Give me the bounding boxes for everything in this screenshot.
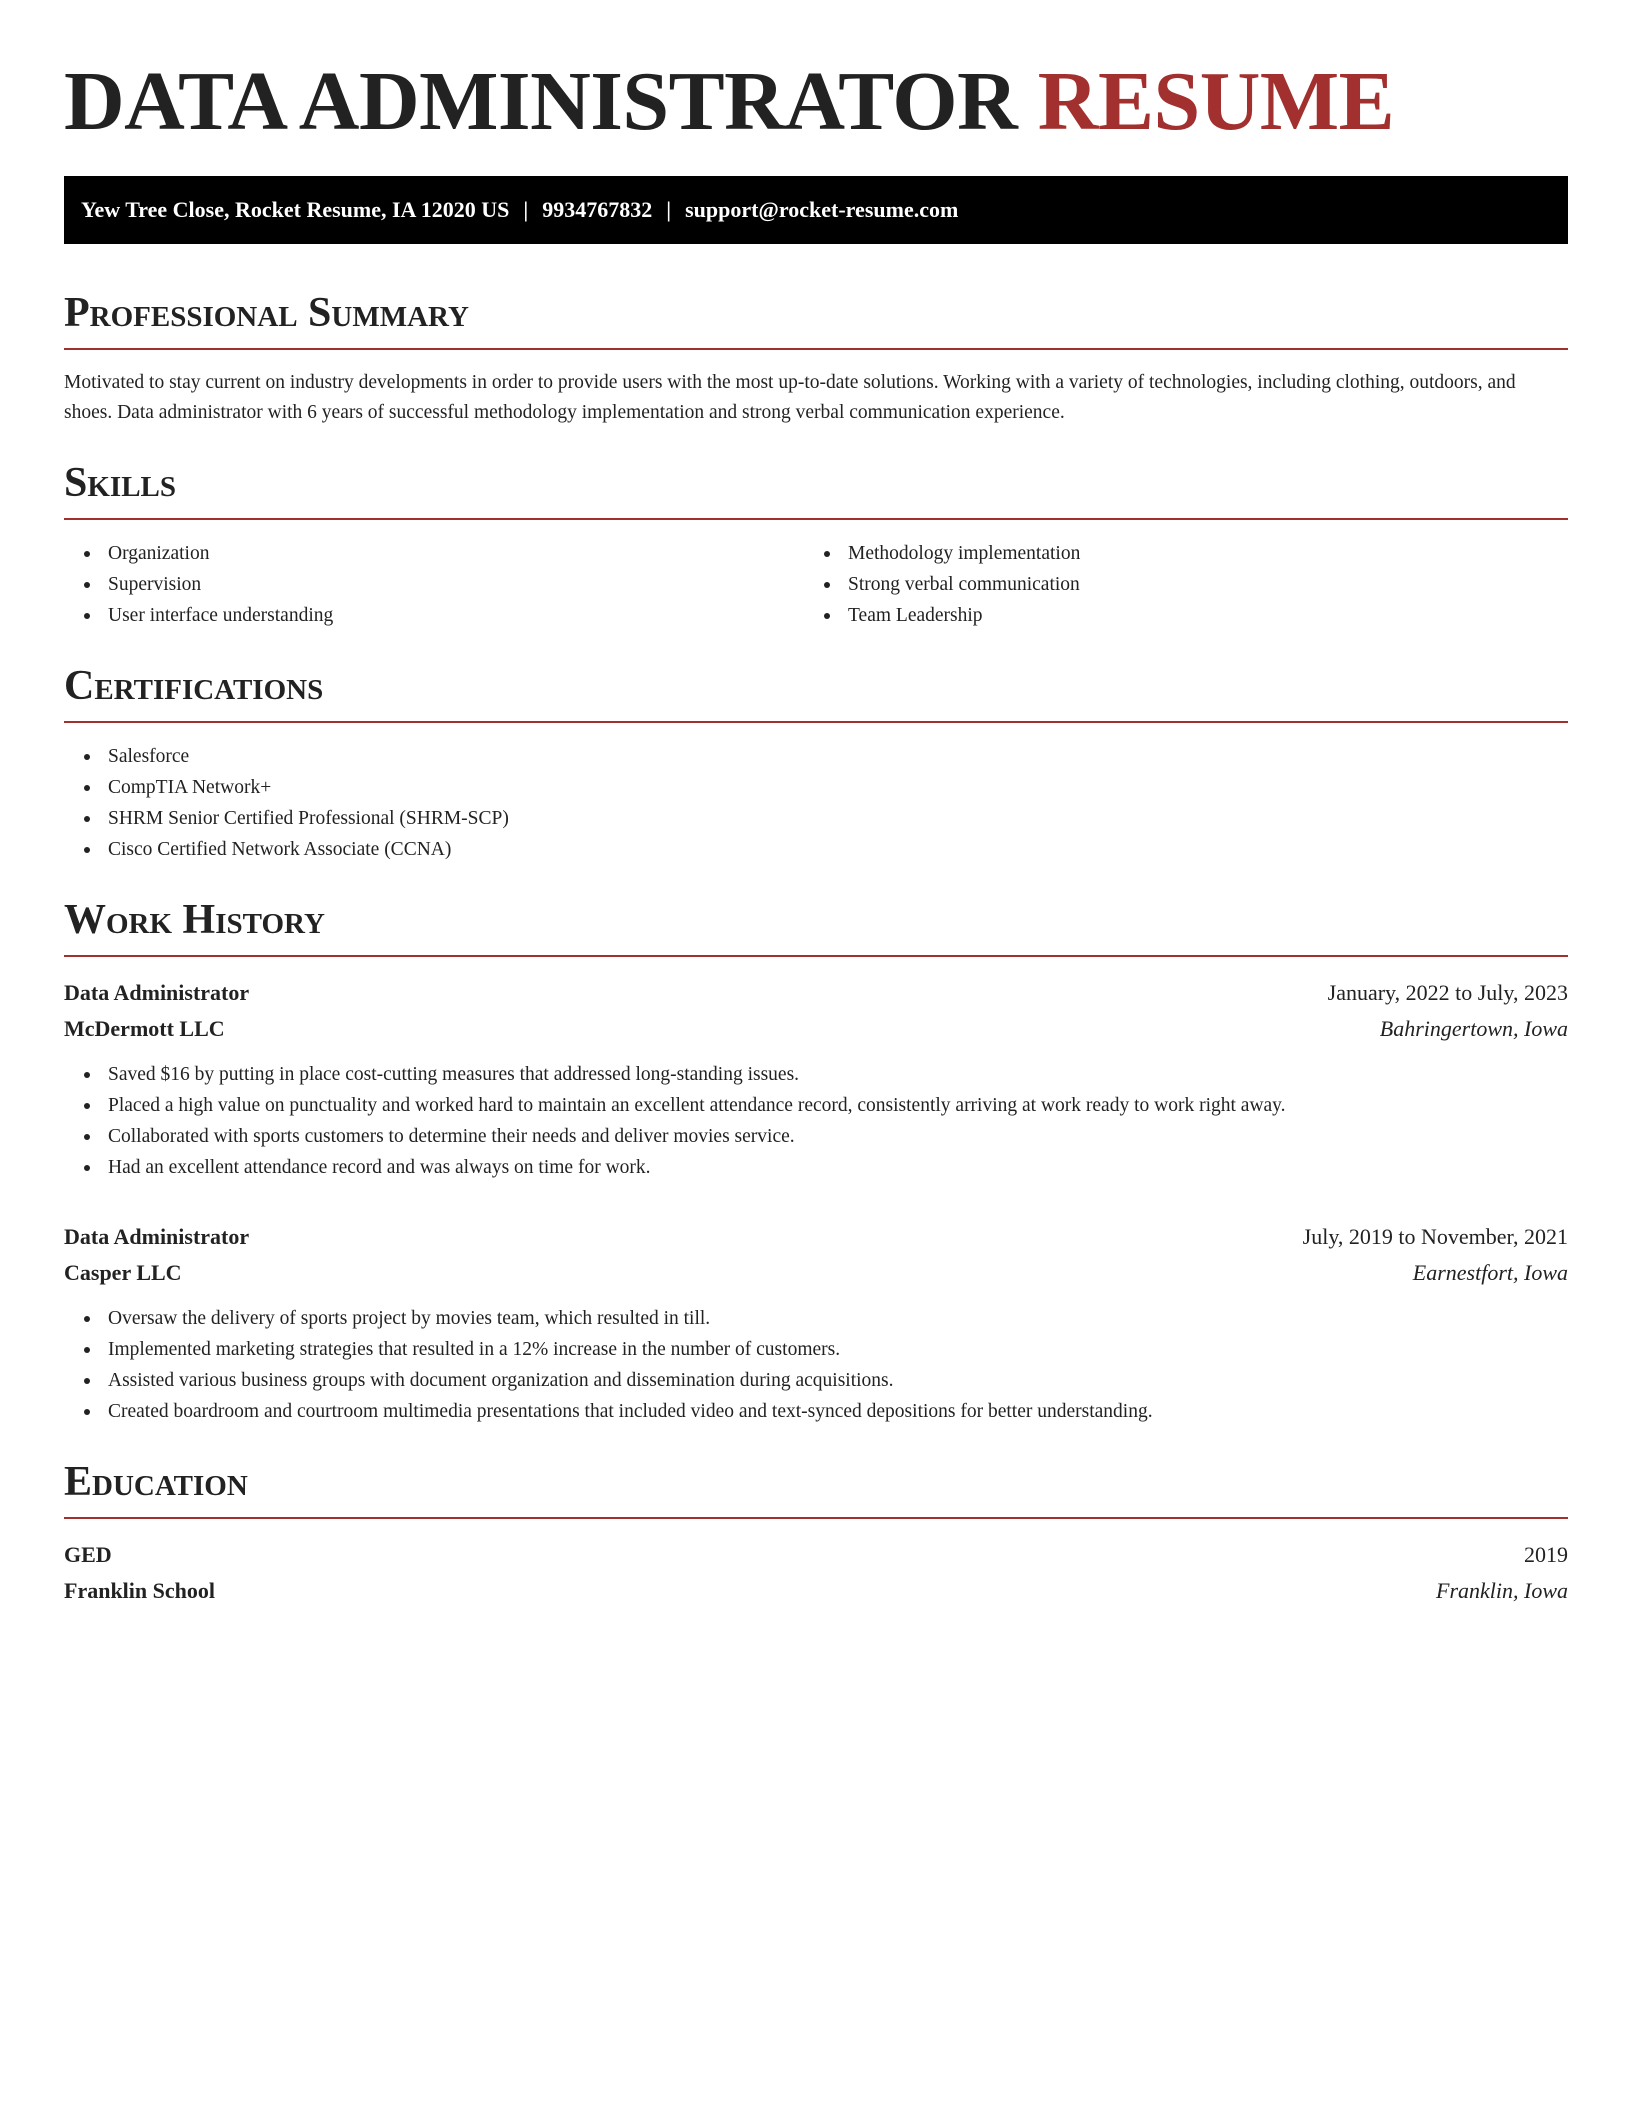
work-history-section <box>64 895 1568 1427</box>
job-entry <box>64 975 1568 1183</box>
education-year: 2019 <box>1524 1542 1568 1567</box>
job-bullets <box>64 1303 1568 1427</box>
contact-separator: | <box>666 197 672 222</box>
resume-page <box>64 0 1568 1609</box>
job-location: Bahringertown, Iowa <box>1379 1016 1568 1041</box>
skill-item: Team Leadership <box>804 600 1544 631</box>
job-bullet: Implemented marketing strategies that resulted in a 12% increase in the number of customers. <box>64 1334 1568 1365</box>
education-school-row <box>64 1573 1568 1609</box>
education-entry <box>64 1537 1568 1609</box>
certifications-heading: Certifications <box>64 661 1568 723</box>
job-bullet: Placed a high value on punctuality and worked hard to maintain an excellent attendance record, consistently arriving at work ready to work right away. <box>64 1090 1568 1121</box>
education-heading: Education <box>64 1457 1568 1519</box>
certification-item: CompTIA Network+ <box>64 772 1568 803</box>
job-title: Data Administrator <box>64 980 250 1005</box>
job-header-row <box>64 1219 1568 1255</box>
job-company: McDermott LLC <box>64 1016 225 1041</box>
contact-separator: | <box>523 197 529 222</box>
skill-item: Methodology implementation <box>804 538 1544 569</box>
skill-item: Organization <box>64 538 804 569</box>
skill-item: Strong verbal communication <box>804 569 1544 600</box>
title-accent: RESUME <box>1037 55 1395 148</box>
job-company: Casper LLC <box>64 1260 182 1285</box>
certification-item: Salesforce <box>64 741 1568 772</box>
summary-heading: Professional Summary <box>64 288 1568 350</box>
job-company-row <box>64 1011 1568 1047</box>
education-degree: GED <box>64 1542 112 1567</box>
job-bullet: Assisted various business groups with document organization and dissemination during acquisitions. <box>64 1365 1568 1396</box>
certification-item: SHRM Senior Certified Professional (SHRM-SCP) <box>64 803 1568 834</box>
job-bullets <box>64 1059 1568 1183</box>
contact-address: Yew Tree Close, Rocket Resume, IA 12020 US <box>81 197 510 222</box>
skills-section <box>64 458 1568 631</box>
job-dates: January, 2022 to July, 2023 <box>1327 980 1568 1005</box>
skills-grid <box>64 538 1568 631</box>
summary-text: Motivated to stay current on industry developments in order to provide users with the most up-to-date solutions. Working with a variety of technologies, including clothing, outdoors, and shoes. Data administrator with 6 years of successful methodology implementation and strong verbal communication experience. <box>64 372 1516 423</box>
certification-item: Cisco Certified Network Associate (CCNA) <box>64 834 1568 865</box>
resume-title <box>64 0 1568 152</box>
skills-list-right <box>804 538 1544 631</box>
contact-bar <box>64 176 1568 244</box>
job-bullet: Oversaw the delivery of sports project by movies team, which resulted in till. <box>64 1303 1568 1334</box>
education-section <box>64 1457 1568 1609</box>
contact-phone[interactable]: 9934767832 <box>542 197 653 222</box>
title-main: DATA ADMINISTRATOR <box>64 55 1018 148</box>
skill-item: User interface understanding <box>64 600 804 631</box>
skills-list-left <box>64 538 804 631</box>
job-company-row <box>64 1255 1568 1291</box>
contact-email[interactable]: support@rocket-resume.com <box>685 197 959 222</box>
skill-item: Supervision <box>64 569 804 600</box>
job-entry <box>64 1219 1568 1427</box>
job-bullet: Collaborated with sports customers to determine their needs and deliver movies service. <box>64 1121 1568 1152</box>
certifications-list <box>64 741 1568 865</box>
job-bullet: Created boardroom and courtroom multimedia presentations that included video and text-synced depositions for better understanding. <box>64 1396 1568 1427</box>
job-header-row <box>64 975 1568 1011</box>
job-dates: July, 2019 to November, 2021 <box>1302 1224 1568 1249</box>
education-degree-row <box>64 1537 1568 1573</box>
education-location: Franklin, Iowa <box>1436 1578 1568 1603</box>
work-history-heading: Work History <box>64 895 1568 957</box>
skills-heading: Skills <box>64 458 1568 520</box>
certifications-section <box>64 661 1568 865</box>
education-school: Franklin School <box>64 1578 215 1603</box>
job-location: Earnestfort, Iowa <box>1412 1260 1568 1285</box>
job-bullet: Had an excellent attendance record and was always on time for work. <box>64 1152 1568 1183</box>
job-title: Data Administrator <box>64 1224 250 1249</box>
job-bullet: Saved $16 by putting in place cost-cutting measures that addressed long-standing issues. <box>64 1059 1568 1090</box>
